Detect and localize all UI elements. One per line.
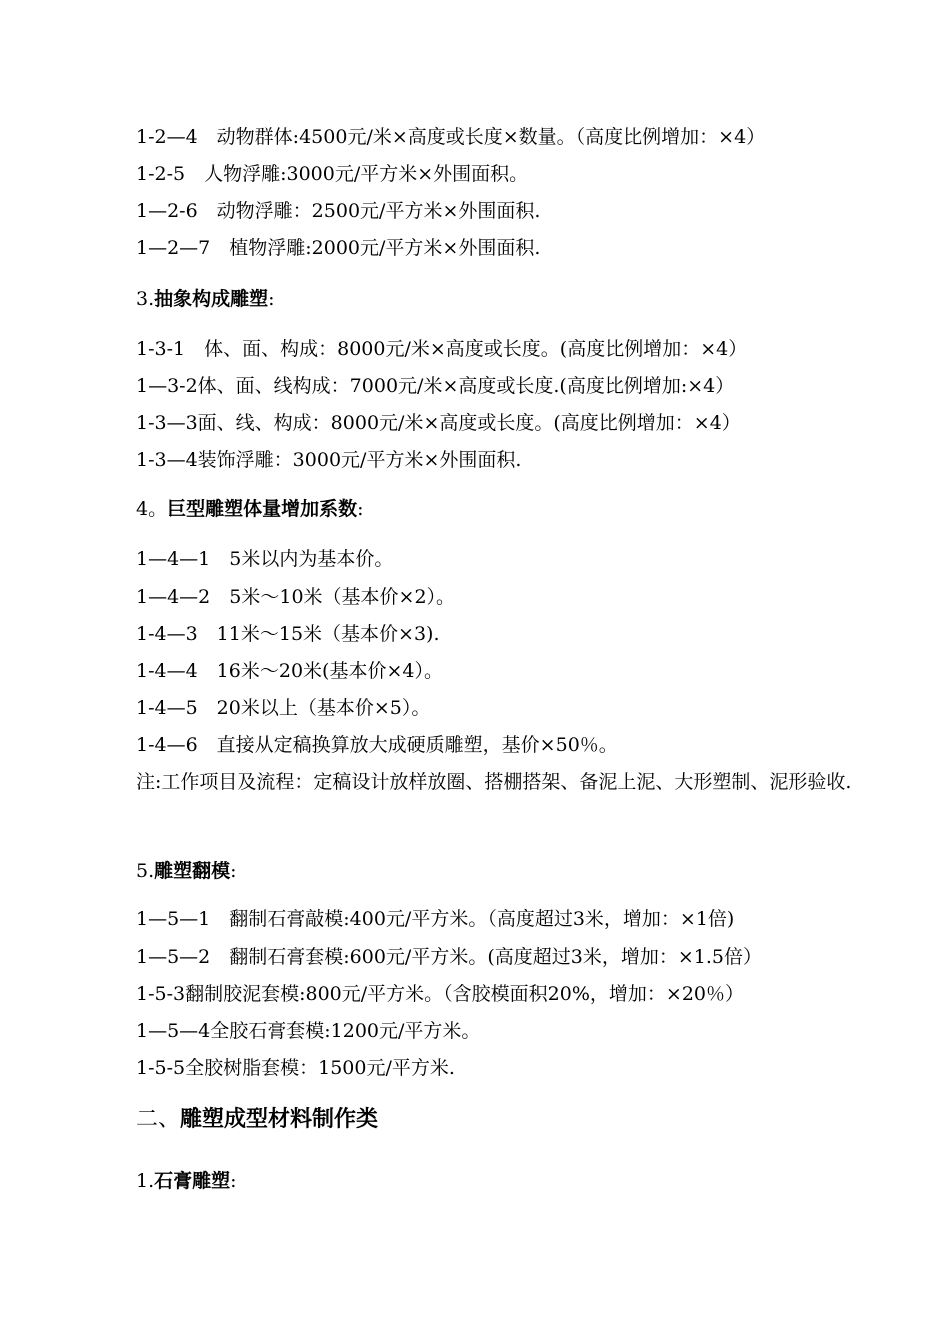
item-1-2-7: 1—2—7 植物浮雕:2000元/平方米×外围面积. [136, 237, 541, 259]
heading-title: 雕塑翻模 [154, 860, 231, 882]
heading-number: 二、 [136, 1107, 181, 1132]
heading-number: 4。 [136, 498, 168, 520]
heading-number: 1. [136, 1170, 155, 1192]
item-1-3-1: 1-3-1 体、面、构成：8000元/米×高度或长度。(高度比例增加：×4） [136, 338, 748, 360]
item-1-4-6: 1-4—6 直接从定稿换算放大成硬质雕塑，基价×50％。 [136, 734, 618, 756]
heading-colon: : [230, 860, 237, 882]
item-1-4-5: 1-4—5 20米以上（基本价×5）。 [136, 697, 431, 719]
item-1-4-2: 1—4—2 5米～10米（基本价×2）。 [136, 586, 456, 608]
item-1-5-4: 1—5—4全胶石膏套模:1200元/平方米。 [136, 1020, 481, 1042]
item-1-2-5: 1-2-5 人物浮雕:3000元/平方米×外围面积。 [136, 163, 529, 185]
item-1-2-4: 1-2—4 动物群体:4500元/米×高度或长度×数量。（高度比例增加：×4） [136, 126, 766, 148]
item-1-3-2: 1—3-2体、面、线构成：7000元/米×高度或长度.(高度比例增加:×4） [136, 375, 735, 397]
heading-number: 3. [136, 288, 155, 310]
item-1-4-3: 1-4—3 11米～15米（基本价×3). [136, 623, 440, 645]
item-1-4-4: 1-4—4 16米～20米(基本价×4）。 [136, 660, 443, 682]
item-1-4-1: 1—4—1 5米以内为基本价。 [136, 548, 394, 570]
item-1-5-3: 1-5-3翻制胶泥套模:800元/平方米。（含胶模面积20%，增加：×20％） [136, 983, 745, 1005]
heading-colon: : [357, 498, 364, 520]
heading-title: 雕塑成型材料制作类 [180, 1106, 379, 1132]
workflow-note: 注:工作项目及流程：定稿设计放样放圈、搭棚搭架、备泥上泥、大形塑制、泥形验收. [136, 771, 852, 793]
heading-number: 5. [136, 860, 155, 882]
item-1-5-2: 1—5—2 翻制石膏套模:600元/平方米。(高度超过3米，增加：×1.5倍） [136, 946, 762, 968]
item-1-3-4: 1-3—4装饰浮雕：3000元/平方米×外围面积. [136, 449, 522, 471]
heading-colon: : [268, 288, 275, 310]
heading-sculpture-mould [136, 858, 237, 884]
heading-giant-sculpture-coefficient [136, 496, 364, 522]
heading-abstract-sculpture [136, 286, 275, 312]
heading-title: 巨型雕塑体量增加系数 [167, 498, 358, 520]
heading-colon: : [230, 1170, 237, 1192]
chapter-heading-materials [136, 1104, 378, 1135]
item-1-5-1: 1—5—1 翻制石膏敲模:400元/平方米。（高度超过3米，增加：×1倍) [136, 908, 735, 930]
heading-title: 石膏雕塑 [154, 1170, 231, 1192]
item-1-2-6: 1—2-6 动物浮雕：2500元/平方米×外围面积. [136, 200, 541, 222]
item-1-5-5: 1-5-5全胶树脂套模：1500元/平方米. [136, 1057, 455, 1079]
heading-plaster-sculpture [136, 1168, 237, 1194]
item-1-3-3: 1-3—3面、线、构成：8000元/米×高度或长度。(高度比例增加：×4） [136, 412, 741, 434]
heading-title: 抽象构成雕塑 [154, 288, 269, 310]
